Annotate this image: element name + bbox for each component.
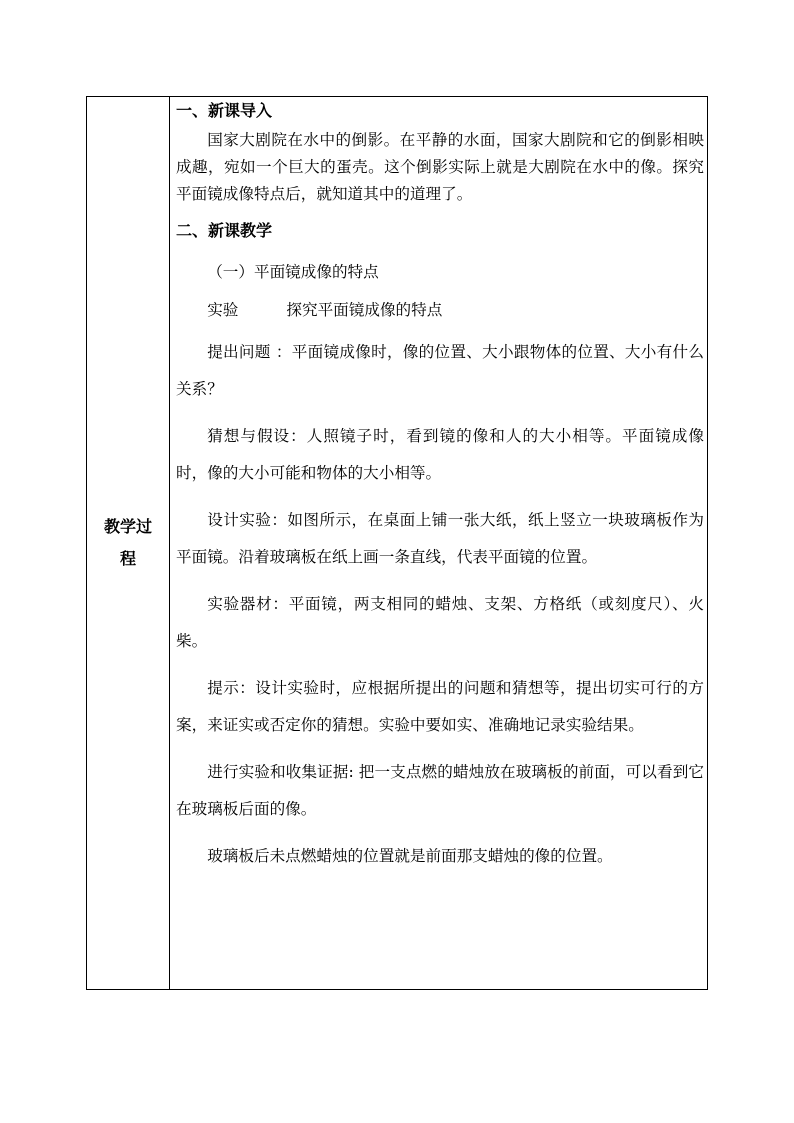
teach-heading: 二、新课教学 [176, 221, 273, 240]
last-paragraph: 玻璃板后未点燃蜡烛的位置就是前面那支蜡烛的像的位置。 [207, 847, 613, 865]
question-paragraph: 提出问题 ：平面镜成像时，像的位置、大小跟物体的位置、大小有什么关系？ [176, 343, 704, 398]
section-label: 教学过程 [104, 517, 153, 568]
intro-heading: 一、新课导入 [176, 101, 273, 120]
hypothesis-paragraph: 猜想与假设：人照镜子时，看到镜的像和人的大小相等。平面镜成像时，像的大小可能和物体的大小相等。 [176, 427, 704, 482]
subheading: （一）平面镜成像的特点 [207, 263, 379, 281]
label-cell [87, 97, 170, 989]
experiment-line [176, 290, 704, 330]
experiment-label: 实验 [207, 301, 239, 319]
lesson-table [86, 96, 708, 990]
experiment-title: 探究平面镜成像的特点 [286, 301, 443, 319]
intro-paragraph: 国家大剧院在水中的倒影。在平静的水面，国家大剧院和它的倒影相映成趣，宛如一个巨大的蛋壳。这个倒影实际上就是大剧院在水中的像。探究平面镜成像特点后，就知道其中的道理了。 [176, 131, 704, 203]
conduct-paragraph: 进行实验和收集证据: 把一支点燃的蜡烛放在玻璃板的前面，可以看到它在玻璃板后面的像。 [176, 763, 704, 818]
content-cell [170, 97, 707, 989]
equipment-paragraph: 实验器材：平面镜，两支相同的蜡烛、支架、方格纸（或刻度尺）、火柴。 [176, 595, 704, 650]
tip-paragraph: 提示：设计实验时，应根据所提出的问题和猜想等，提出切实可行的方案，来证实或否定你的猜想。实验中要如实、准确地记录实验结果。 [176, 679, 704, 734]
design-paragraph: 设计实验：如图所示，在桌面上铺一张大纸，纸上竖立一块玻璃板作为平面镜。沿着玻璃板在纸上画一条直线，代表平面镜的位置。 [176, 511, 704, 566]
